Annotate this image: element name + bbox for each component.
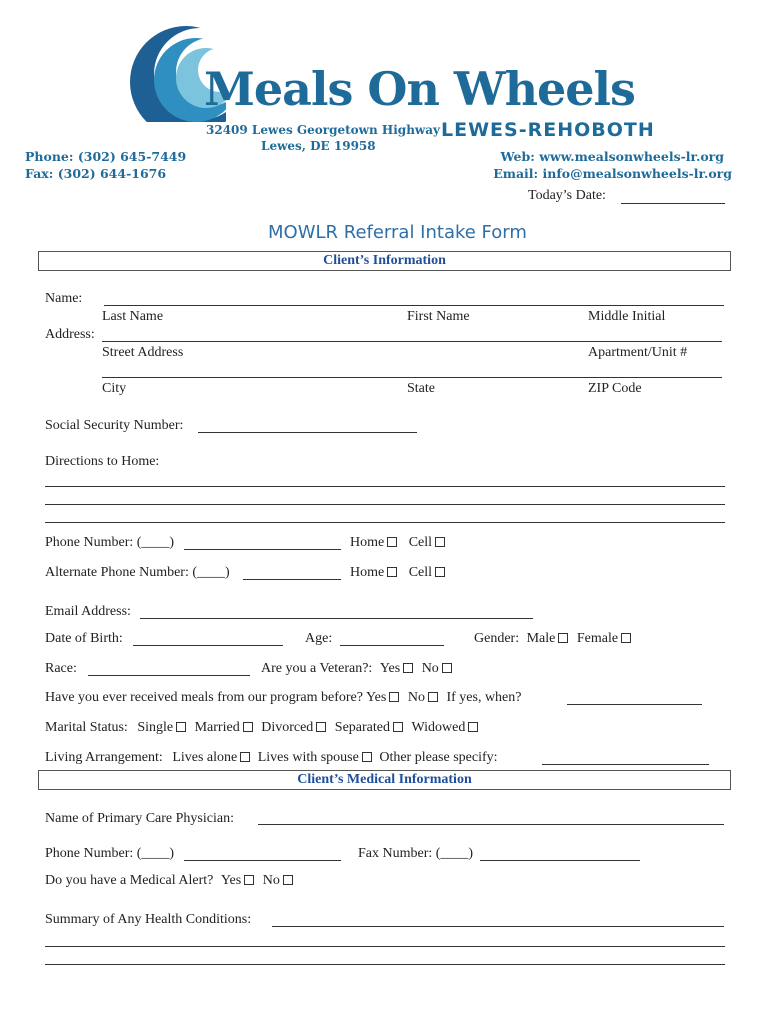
living-arrangement-group	[45, 750, 498, 766]
married-option-label: Married	[194, 720, 240, 735]
form-title: MOWLR Referral Intake Form	[268, 222, 527, 243]
if-yes-when-field[interactable]	[567, 704, 702, 705]
male-checkbox[interactable]	[558, 633, 568, 643]
widowed-option-label: Widowed	[411, 720, 466, 735]
received-no-checkbox[interactable]	[428, 692, 438, 702]
health-conditions-field-2[interactable]	[45, 946, 725, 947]
single-option-label: Single	[137, 720, 174, 735]
other-specify-field[interactable]	[542, 764, 709, 765]
widowed-checkbox[interactable]	[468, 722, 478, 732]
medical-alert-no-label: No	[262, 873, 280, 888]
physician-fax-label: Fax Number: (____)	[358, 846, 474, 861]
dob-field[interactable]	[133, 645, 283, 646]
logo-subtitle: LEWES-REHOBOTH	[441, 119, 655, 141]
dob-label: Date of Birth:	[45, 631, 123, 646]
middle-initial-caption: Middle Initial	[588, 309, 666, 324]
address-line-1: 32409 Lewes Georgetown Highway	[206, 123, 440, 137]
alt-home-checkbox[interactable]	[387, 567, 397, 577]
first-name-caption: First Name	[407, 309, 470, 324]
phone-number-field[interactable]	[184, 549, 341, 550]
marital-status-label: Marital Status:	[45, 720, 128, 735]
directions-field-3[interactable]	[45, 522, 725, 523]
alt-home-option-label: Home	[350, 565, 385, 580]
alt-phone-field[interactable]	[243, 579, 341, 580]
male-option-label: Male	[526, 631, 556, 646]
lives-alone-label: Lives alone	[172, 750, 238, 765]
health-conditions-field-1[interactable]	[272, 926, 724, 927]
gender-label: Gender:	[474, 631, 520, 646]
female-checkbox[interactable]	[621, 633, 631, 643]
apt-unit-caption: Apartment/Unit #	[588, 345, 688, 360]
ssn-field[interactable]	[198, 432, 417, 433]
veteran-no-label: No	[421, 661, 439, 676]
physician-field[interactable]	[258, 824, 724, 825]
medical-alert-label: Do you have a Medical Alert?	[45, 873, 214, 888]
alt-phone-label: Alternate Phone Number: (____)	[45, 565, 230, 580]
directions-label: Directions to Home:	[45, 454, 160, 469]
logo-title: Meals On Wheels	[204, 62, 635, 116]
lives-spouse-label: Lives with spouse	[257, 750, 359, 765]
separated-option-label: Separated	[334, 720, 390, 735]
single-checkbox[interactable]	[176, 722, 186, 732]
gender-group	[474, 631, 633, 647]
physician-phone-field[interactable]	[184, 860, 341, 861]
medical-alert-no-checkbox[interactable]	[283, 875, 293, 885]
veteran-yes-label: Yes	[379, 661, 401, 676]
ssn-label: Social Security Number:	[45, 418, 184, 433]
name-field[interactable]	[104, 305, 724, 306]
living-arrangement-label: Living Arrangement:	[45, 750, 163, 765]
last-name-caption: Last Name	[102, 309, 164, 324]
separated-checkbox[interactable]	[393, 722, 403, 732]
web-link[interactable]: Web: www.mealsonwheels-lr.org	[500, 149, 724, 164]
today-date-label: Today’s Date:	[528, 188, 606, 203]
race-label: Race:	[45, 661, 77, 676]
fax-contact: Fax: (302) 644-1676	[25, 166, 167, 181]
physician-phone-label: Phone Number: (____)	[45, 846, 175, 861]
phone-type-group	[350, 535, 447, 551]
zip-caption: ZIP Code	[588, 381, 642, 396]
alt-cell-checkbox[interactable]	[435, 567, 445, 577]
age-field[interactable]	[340, 645, 444, 646]
received-meals-label: Have you ever received meals from our program before?	[45, 690, 363, 705]
phone-number-label: Phone Number: (____)	[45, 535, 175, 550]
cell-checkbox[interactable]	[435, 537, 445, 547]
address-line-2: Lewes, DE 19958	[261, 139, 376, 153]
marital-status-group	[45, 720, 480, 736]
medical-alert-yes-checkbox[interactable]	[244, 875, 254, 885]
lives-alone-checkbox[interactable]	[240, 752, 250, 762]
street-address-caption: Street Address	[102, 345, 184, 360]
email-address-field[interactable]	[140, 618, 533, 619]
received-no-label: No	[407, 690, 425, 705]
medical-info-section-header: Client’s Medical Information	[38, 770, 731, 790]
phone-contact: Phone: (302) 645-7449	[25, 149, 187, 164]
state-caption: State	[407, 381, 435, 396]
address-label: Address:	[45, 327, 95, 342]
alt-phone-type-group	[350, 565, 447, 581]
received-yes-label: Yes	[365, 690, 387, 705]
email-address-label: Email Address:	[45, 604, 131, 619]
received-yes-checkbox[interactable]	[389, 692, 399, 702]
veteran-label: Are you a Veteran?:	[261, 661, 373, 676]
health-conditions-label: Summary of Any Health Conditions:	[45, 912, 252, 927]
client-info-section-header: Client’s Information	[38, 251, 731, 271]
home-checkbox[interactable]	[387, 537, 397, 547]
directions-field-1[interactable]	[45, 486, 725, 487]
health-conditions-field-3[interactable]	[45, 964, 725, 965]
medical-alert-group	[45, 873, 295, 889]
lives-spouse-checkbox[interactable]	[362, 752, 372, 762]
name-label: Name:	[45, 291, 83, 306]
email-link[interactable]: Email: info@mealsonwheels-lr.org	[493, 166, 732, 181]
today-date-field[interactable]	[621, 203, 725, 204]
city-state-zip-field[interactable]	[102, 377, 722, 378]
divorced-option-label: Divorced	[261, 720, 314, 735]
divorced-checkbox[interactable]	[316, 722, 326, 732]
city-caption: City	[102, 381, 127, 396]
cell-option-label: Cell	[408, 535, 433, 550]
other-specify-label: Other please specify:	[379, 750, 498, 765]
physician-fax-field[interactable]	[480, 860, 640, 861]
street-address-field[interactable]	[102, 341, 722, 342]
physician-label: Name of Primary Care Physician:	[45, 811, 234, 826]
received-meals-group	[45, 690, 521, 706]
medical-alert-yes-label: Yes	[220, 873, 242, 888]
married-checkbox[interactable]	[243, 722, 253, 732]
home-option-label: Home	[350, 535, 385, 550]
female-option-label: Female	[576, 631, 619, 646]
veteran-group	[261, 661, 454, 677]
age-label: Age:	[305, 631, 333, 646]
alt-cell-option-label: Cell	[408, 565, 433, 580]
veteran-no-checkbox[interactable]	[442, 663, 452, 673]
if-yes-when-label: If yes, when?	[446, 690, 522, 705]
directions-field-2[interactable]	[45, 504, 725, 505]
race-field[interactable]	[88, 675, 250, 676]
veteran-yes-checkbox[interactable]	[403, 663, 413, 673]
